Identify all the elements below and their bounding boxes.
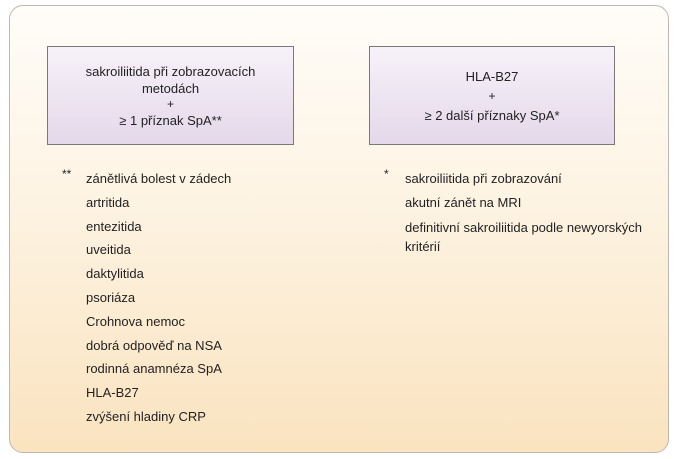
list-item: sakroiliitida při zobrazování	[405, 171, 562, 186]
imaging-criteria-box	[47, 46, 294, 145]
list-item: dobrá odpověď na NSA	[86, 337, 222, 353]
imaging-criteria-line1: sakroiliitida při zobrazovacích	[85, 63, 256, 79]
list-item: Crohnova nemoc	[86, 313, 185, 329]
list-item: entezitida	[86, 218, 142, 234]
list-item: HLA-B27	[86, 385, 139, 401]
list-item: daktylitida	[86, 266, 144, 282]
clinical-criteria-plus: +	[488, 88, 496, 103]
clinical-criteria-box	[369, 46, 615, 145]
list-item: akutní zánět na MRI	[405, 194, 522, 210]
list-item: zvýšení hladiny CRP	[86, 408, 206, 424]
imaging-criteria-line2: metodách	[141, 80, 200, 96]
list-item: uveitida	[86, 242, 131, 258]
list-item: zánětlivá bolest v zádech	[86, 171, 232, 186]
spa-features-marker: **	[62, 167, 72, 181]
list-item: rodinná anamnéza SpA	[86, 361, 222, 377]
sacroiliitis-marker: *	[384, 167, 389, 181]
list-item: psoriáza	[86, 289, 136, 305]
clinical-criteria-line2: ≥ 2 další příznaky SpA*	[424, 107, 560, 123]
imaging-criteria-plus: +	[166, 96, 174, 111]
clinical-criteria-line1: HLA-B27	[465, 68, 519, 84]
list-item: definitivní sakroiliitida podle newyorských kritérií	[405, 219, 643, 254]
list-item: artritida	[86, 194, 130, 210]
imaging-criteria-line3: ≥ 1 příznak SpA**	[119, 112, 222, 128]
